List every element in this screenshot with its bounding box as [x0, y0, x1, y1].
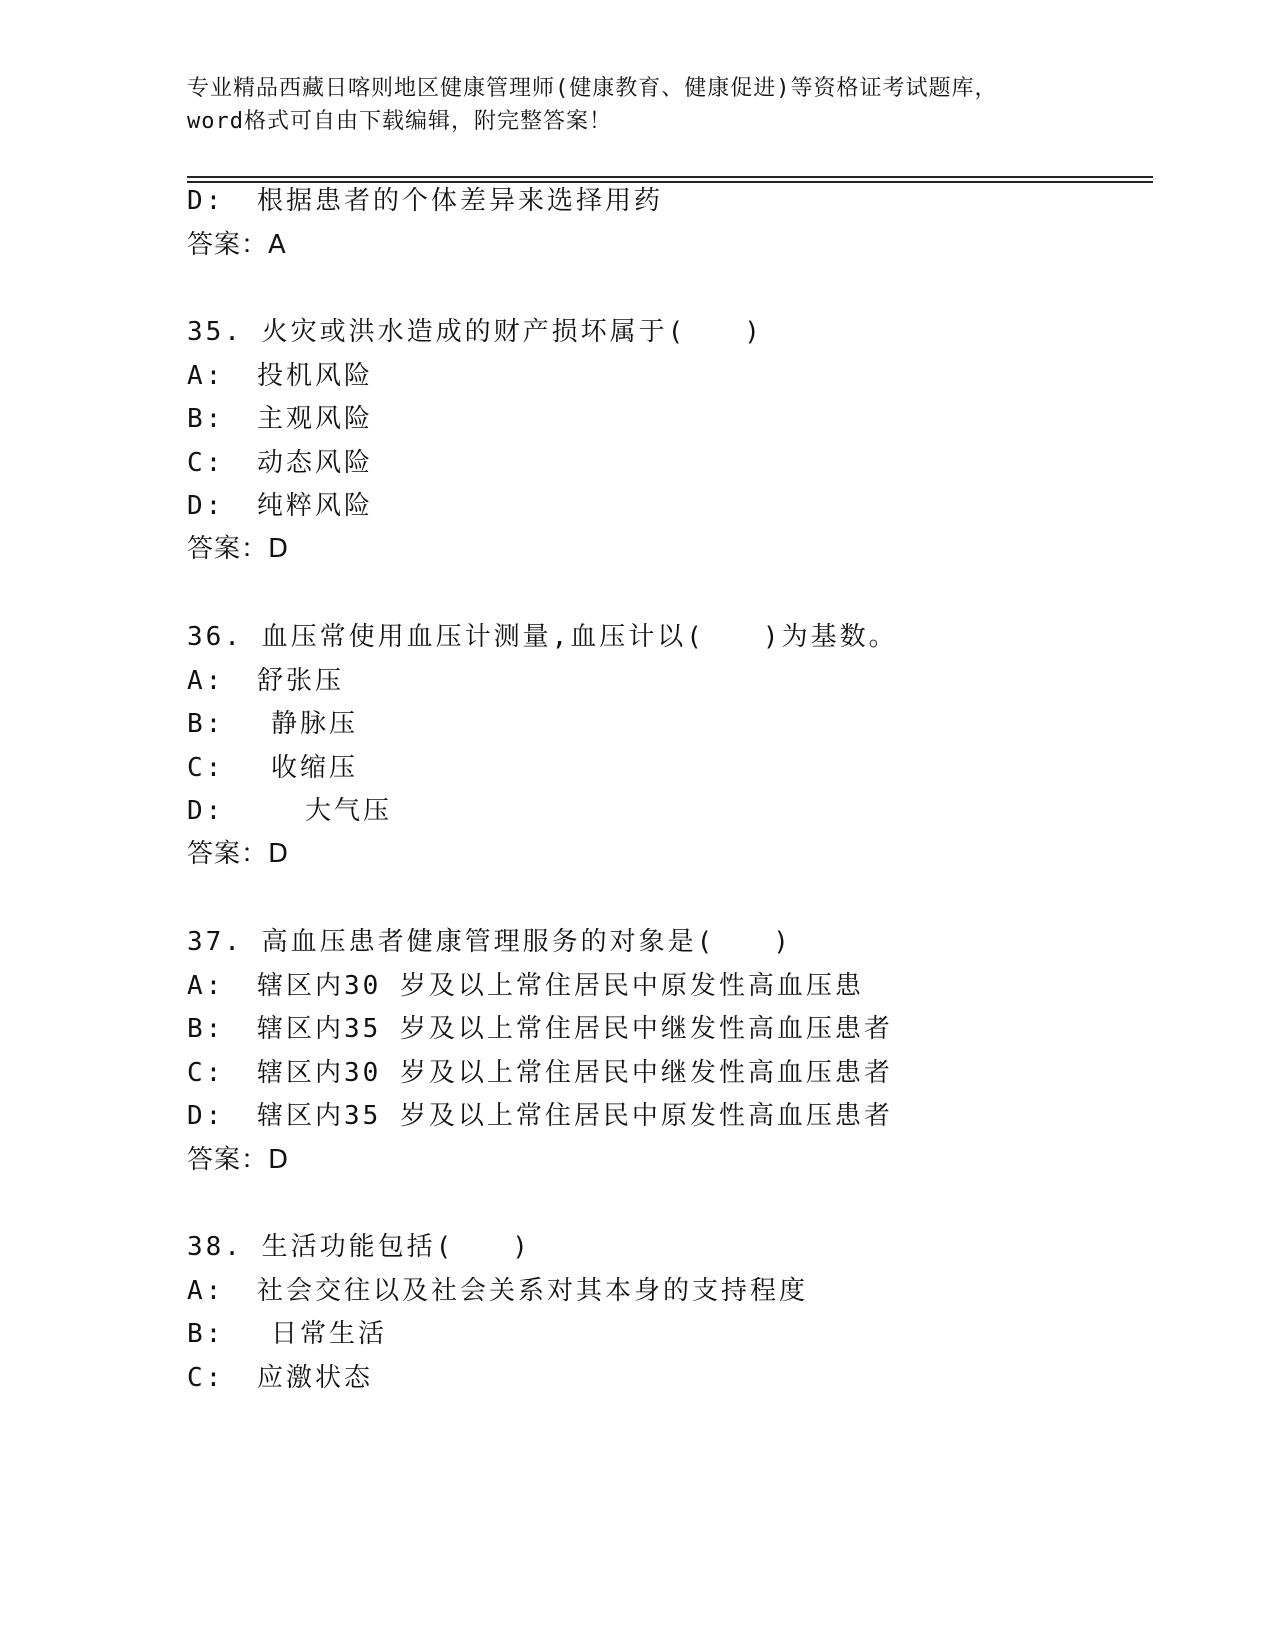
option-text: 静脉压: [270, 709, 358, 739]
option-label: A:: [187, 361, 225, 391]
question-36-option-c: [187, 750, 358, 786]
option-text: 动态风险: [256, 448, 373, 478]
document-header: [187, 72, 1087, 138]
option-text: 辖区内30 岁及以上常住居民中原发性高血压患: [256, 971, 864, 1001]
option-text: 大气压: [304, 796, 392, 826]
question-36-option-b: [187, 706, 358, 742]
option-label: D:: [187, 491, 225, 521]
question-36-option-d: [187, 793, 392, 829]
option-text: 应激状态: [256, 1363, 373, 1393]
question-38-option-a: [187, 1273, 808, 1309]
question-38-title: 38. 生活功能包括( ): [187, 1232, 531, 1262]
question-37-option-d: [187, 1098, 893, 1134]
question-36-option-a: [187, 663, 344, 699]
option-label: A:: [187, 666, 225, 696]
option-label: B:: [187, 709, 225, 739]
option-text: 辖区内35 岁及以上常住居民中原发性高血压患者: [256, 1101, 893, 1131]
option-label: B:: [187, 404, 225, 434]
header-line-1: 专业精品西藏日喀则地区健康管理师(健康教育、健康促进)等资格证考试题库，: [187, 76, 998, 101]
question-35-option-b: [187, 401, 373, 437]
option-text: 日常生活: [270, 1319, 387, 1349]
option-label: A:: [187, 1276, 225, 1306]
header-divider-top: [187, 176, 1153, 178]
question-35-option-a: [187, 358, 373, 394]
option-d-previous: [187, 183, 663, 219]
header-line-2: word格式可自由下载编辑，附完整答案！: [187, 109, 612, 134]
option-label: D:: [187, 1101, 225, 1131]
question-37-title: 37. 高血压患者健康管理服务的对象是( ): [187, 927, 792, 957]
option-text: 主观风险: [256, 404, 373, 434]
option-text: 投机风险: [256, 361, 373, 391]
option-text: 舒张压: [256, 666, 344, 696]
option-text: 收缩压: [270, 753, 358, 783]
option-text: 社会交往以及社会关系对其本身的支持程度: [256, 1276, 808, 1306]
question-36-answer: 答案：D: [187, 839, 290, 869]
question-36-title: 36. 血压常使用血压计测量,血压计以( )为基数。: [187, 622, 898, 652]
question-38-option-c: [187, 1360, 373, 1396]
option-text: 辖区内30 岁及以上常住居民中继发性高血压患者: [256, 1058, 893, 1088]
option-label: D:: [187, 796, 225, 826]
question-35-answer: 答案：D: [187, 534, 290, 564]
option-label: B:: [187, 1014, 225, 1044]
question-37-answer: 答案：D: [187, 1145, 290, 1175]
question-35-option-d: [187, 488, 373, 524]
option-text: 根据患者的个体差异来选择用药: [256, 186, 663, 216]
question-37-option-b: [187, 1011, 893, 1047]
option-text: 辖区内35 岁及以上常住居民中继发性高血压患者: [256, 1014, 893, 1044]
option-label: D:: [187, 186, 225, 216]
option-label: A:: [187, 971, 225, 1001]
option-label: B:: [187, 1319, 225, 1349]
option-label: C:: [187, 448, 225, 478]
option-label: C:: [187, 1363, 225, 1393]
question-35-title: 35. 火灾或洪水造成的财产损坏属于( ): [187, 317, 763, 347]
question-35-option-c: [187, 445, 373, 481]
question-37-option-a: [187, 968, 864, 1004]
question-37-option-c: [187, 1055, 893, 1091]
option-label: C:: [187, 753, 225, 783]
option-text: 纯粹风险: [256, 491, 373, 521]
question-38-option-b: [187, 1316, 387, 1352]
option-label: C:: [187, 1058, 225, 1088]
answer-previous: 答案：A: [187, 230, 287, 260]
